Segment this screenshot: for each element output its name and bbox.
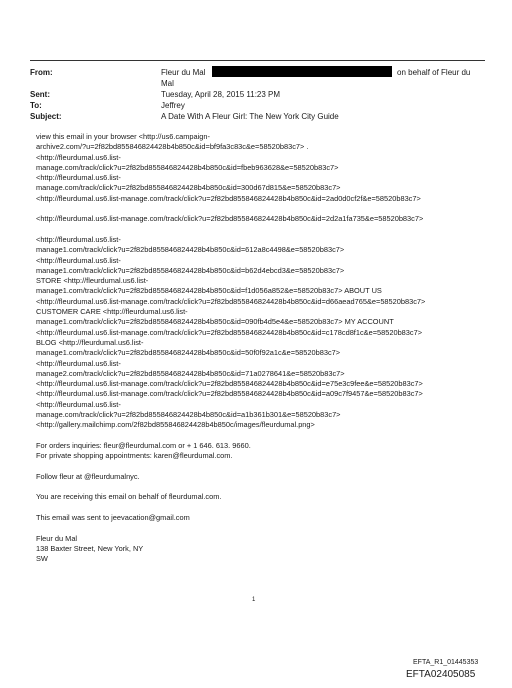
blank-line — [36, 482, 506, 492]
body-line: manage.com/track/click?u=2f82bd855846824428b4b850c&id=fbeb963628&e=58520b83c7> — [36, 162, 339, 172]
body-line: <http://fleurdumal.us6.list-manage.com/track/click?u=2f82bd855846824428b4b850c&id=2ad0d0cf2f&e=58520b83c7> — [36, 193, 421, 203]
body-line: CUSTOMER CARE <http://fleurdumal.us6.list- — [36, 307, 188, 317]
subject-label: Subject: — [30, 112, 62, 121]
from-value-line2: Mal — [161, 79, 174, 88]
body-line: <http://fleurdumal.us6.list-manage.com/track/click?u=2f82bd855846824428b4b850c&id=e75e3c9fee&e=58520b83c7> — [36, 379, 423, 389]
from-value-prefix: Fleur du Mal — [161, 68, 206, 77]
from-value-suffix: on behalf of Fleur du — [397, 68, 471, 77]
blank-line — [36, 431, 506, 441]
body-line: archive2.com/?u=2f82bd855846824428b4b850c&id=bf9fa3c83c&e=58520b83c7> . — [36, 142, 309, 152]
body-line: <http://gallery.mailchimp.com/2f82bd855846824428b4b850c/images/fleurdumal.png> — [36, 420, 315, 430]
body-line: For orders inquiries: fleur@fleurdumal.com or + 1 646. 613. 9660. — [36, 440, 251, 450]
body-line: <http://fleurdumal.us6.list- — [36, 255, 121, 265]
blank-line — [36, 523, 506, 533]
body-line: manage2.com/track/click?u=2f82bd855846824428b4b850c&id=71a0278641&e=58520b83c7> — [36, 368, 345, 378]
body-line: <http://fleurdumal.us6.list- — [36, 173, 121, 183]
body-line: This email was sent to jeevacation@gmail.com — [36, 512, 190, 522]
sent-value: Tuesday, April 28, 2015 11:23 PM — [161, 90, 281, 99]
body-line: <http://fleurdumal.us6.list- — [36, 399, 121, 409]
body-line: manage1.com/track/click?u=2f82bd855846824428b4b850c&id=b62d4ebcd3&e=58520b83c7> — [36, 265, 345, 275]
body-line: manage.com/track/click?u=2f82bd855846824428b4b850c&id=300d67d815&e=58520b83c7> — [36, 183, 341, 193]
body-line: <http://fleurdumal.us6.list- — [36, 152, 121, 162]
to-label: To: — [30, 101, 42, 110]
efta-stamp-small: EFTA_R1_01445353 — [413, 659, 479, 666]
body-line: view this email in your browser <http://us6.campaign- — [36, 132, 210, 141]
body-line: manage1.com/track/click?u=2f82bd855846824428b4b850c&id=f1d056a852&e=58520b83c7> ABOUT US — [36, 286, 382, 296]
body-line: manage1.com/track/click?u=2f82bd855846824428b4b850c&id=090fb4d5e4&e=58520b83c7> MY ACCOUNT — [36, 317, 394, 327]
email-body — [36, 132, 506, 564]
body-line: <http://fleurdumal.us6.list-manage.com/track/click?u=2f82bd855846824428b4b850c&id=2d2a1fa735&e=58520b83c7> — [36, 214, 424, 224]
body-line: <http://fleurdumal.us6.list-manage.com/track/click?u=2f82bd855846824428b4b850c&id=a09c7f9457&e=58520b83c7> — [36, 389, 423, 399]
subject-value: A Date With A Fleur Girl: The New York City Guide — [161, 112, 339, 121]
blank-line — [36, 503, 506, 513]
body-line: STORE <http://fleurdumal.us6.list- — [36, 276, 149, 286]
body-line: <http://fleurdumal.us6.list- — [36, 358, 121, 368]
body-line: manage1.com/track/click?u=2f82bd855846824428b4b850c&id=50f0f92a1c&e=58520b83c7> — [36, 348, 341, 358]
body-line: <http://fleurdumal.us6.list-manage.com/track/click?u=2f82bd855846824428b4b850c&id=d66aead765&e=58520b83c7> — [36, 296, 426, 306]
body-line: For private shopping appointments: karen@fleurdumal.com. — [36, 451, 233, 461]
from-label: From: — [30, 68, 53, 77]
body-line: manage.com/track/click?u=2f82bd855846824428b4b850c&id=a1b361b301&e=58520b83c7> — [36, 410, 341, 420]
page-number: 1 — [252, 597, 256, 603]
blank-line — [36, 225, 506, 235]
blank-line — [36, 462, 506, 472]
efta-stamp-large: EFTA02405085 — [406, 669, 476, 680]
blank-line — [36, 204, 506, 214]
to-value: Jeffrey — [161, 101, 185, 110]
body-line: 138 Baxter Street, New York, NY — [36, 543, 144, 553]
header-rule — [30, 60, 485, 61]
redaction-bar — [212, 66, 392, 77]
body-line: <http://fleurdumal.us6.list-manage.com/track/click?u=2f82bd855846824428b4b850c&id=c178cd8f1c&e=58520b83c7> — [36, 327, 423, 337]
sent-label: Sent: — [30, 90, 50, 99]
body-line: Fleur du Mal — [36, 533, 78, 543]
body-line: You are receiving this email on behalf of fleurdumal.com. — [36, 492, 222, 502]
body-line: Follow fleur at @fleurdumalnyc. — [36, 471, 140, 481]
body-line: SW — [36, 554, 48, 564]
body-line: BLOG <http://fleurdumal.us6.list- — [36, 337, 144, 347]
body-line: <http://fleurdumal.us6.list- — [36, 234, 121, 244]
body-line: manage1.com/track/click?u=2f82bd855846824428b4b850c&id=612a8c4498&e=58520b83c7> — [36, 245, 345, 255]
